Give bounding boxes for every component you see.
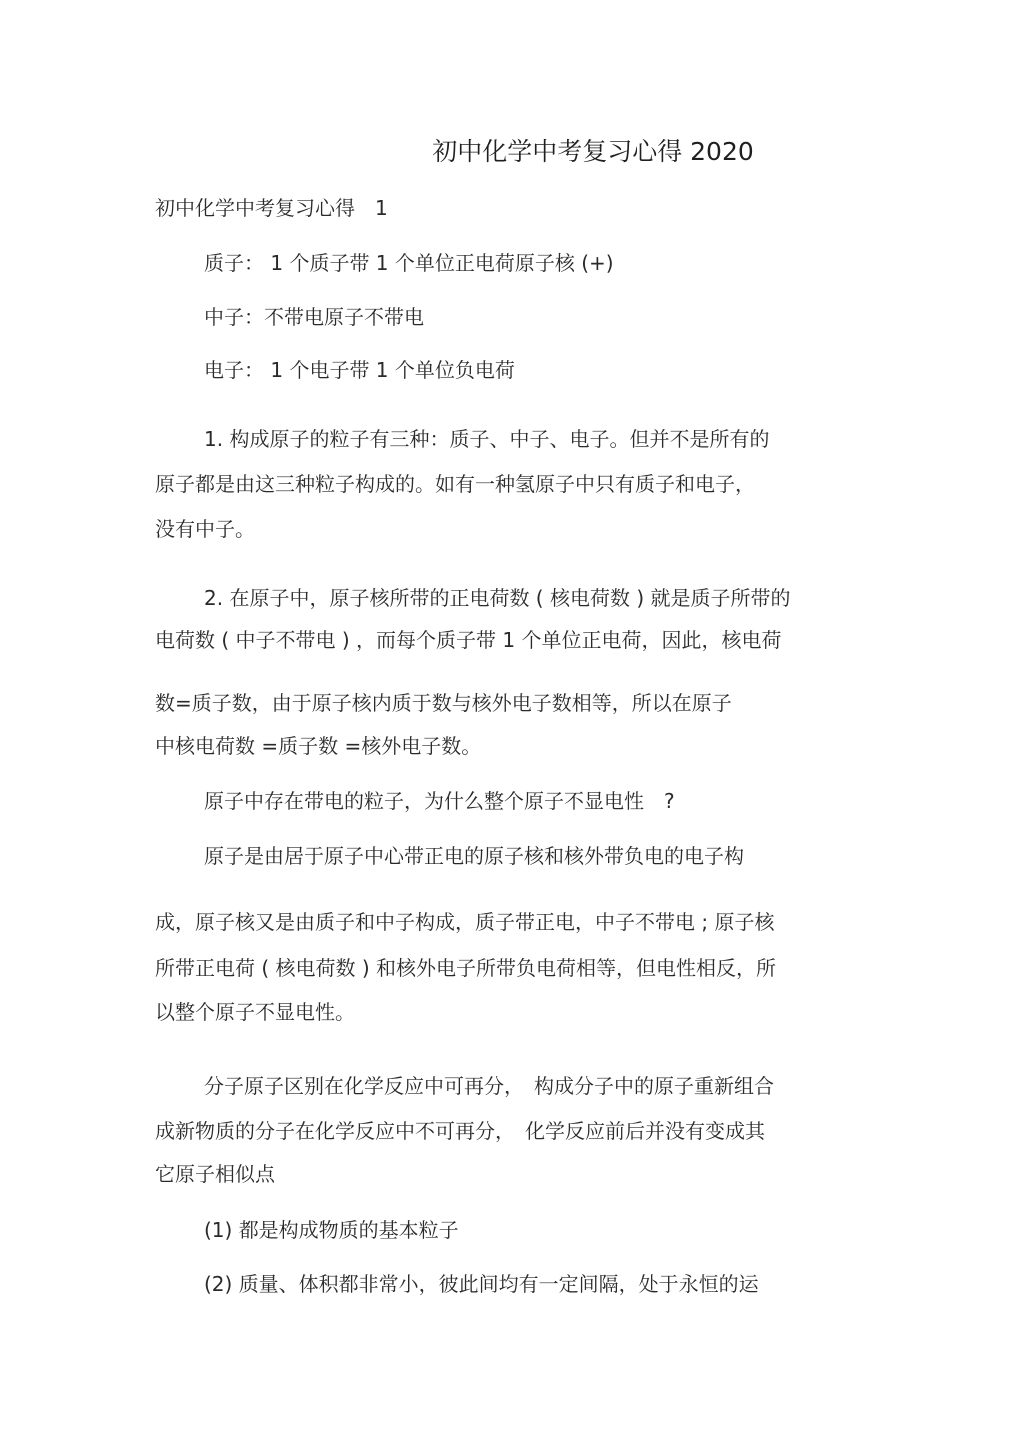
paragraph-2-line: 数=质子数，由于原子核内质于数与核外电子数相等，所以在原子	[155, 691, 732, 715]
paragraph-2-line: 2. 在原子中，原子核所带的正电荷数 ( 核电荷数 ) 就是质子所带的	[204, 586, 791, 610]
list-item: (1) 都是构成物质的基本粒子	[204, 1218, 459, 1242]
section-heading: 初中化学中考复习心得 1	[155, 196, 388, 220]
document-title: 初中化学中考复习心得 2020	[432, 137, 754, 166]
paragraph-4-line: 分子原子区别在化学反应中可再分， 构成分子中的原子重新组合	[204, 1074, 774, 1098]
text-line-neutron: 中子：不带电原子不带电	[204, 305, 424, 329]
paragraph-2-line: 电荷数 ( 中子不带电 ) ，而每个质子带 1 个单位正电荷，因此，核电荷	[155, 628, 782, 652]
text-line-proton: 质子： 1 个质子带 1 个单位正电荷原子核 (+)	[204, 251, 614, 275]
paragraph-1-line: 1. 构成原子的粒子有三种：质子、中子、电子。但并不是所有的	[204, 427, 770, 451]
paragraph-4-line: 它原子相似点	[155, 1162, 275, 1186]
paragraph-2-line: 中核电荷数 =质子数 =核外电子数。	[155, 734, 482, 758]
paragraph-3-line: 成，原子核又是由质子和中子构成，质子带正电，中子不带电 ; 原子核	[155, 910, 775, 934]
paragraph-3-line: 以整个原子不显电性。	[155, 1000, 355, 1024]
question-line: 原子中存在带电的粒子，为什么整个原子不显电性 ?	[204, 789, 675, 813]
paragraph-3-line: 所带正电荷 ( 核电荷数 ) 和核外电子所带负电荷相等，但电性相反，所	[155, 956, 777, 980]
text-line-electron: 电子： 1 个电子带 1 个单位负电荷	[204, 358, 515, 382]
paragraph-1-line: 原子都是由这三种粒子构成的。如有一种氢原子中只有质子和电子，	[155, 472, 755, 496]
paragraph-4-line: 成新物质的分子在化学反应中不可再分， 化学反应前后并没有变成其	[155, 1119, 765, 1143]
paragraph-3-line: 原子是由居于原子中心带正电的原子核和核外带负电的电子构	[204, 844, 744, 868]
list-item: (2) 质量、体积都非常小，彼此间均有一定间隔，处于永恒的运	[204, 1272, 759, 1296]
paragraph-1-line: 没有中子。	[155, 517, 255, 541]
